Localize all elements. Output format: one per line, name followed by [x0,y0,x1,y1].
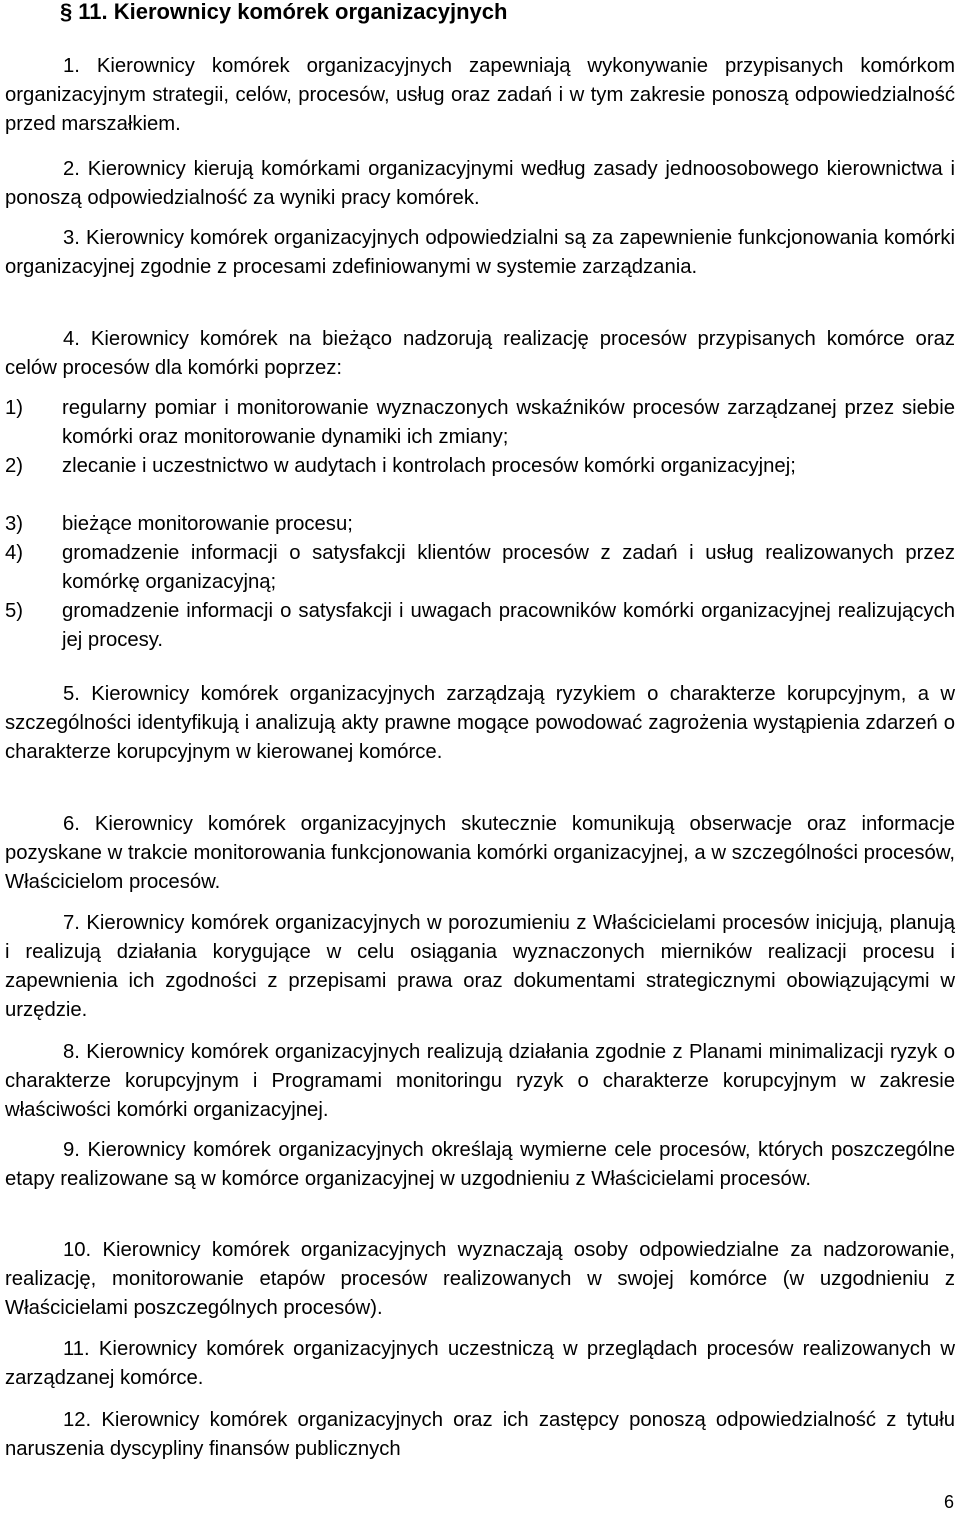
paragraph-9: 9. Kierownicy komórek organizacyjnych określają wymierne cele procesów, których poszczególne etapy realizowane są w komórce organizacyjnej w uzgodnieniu z Właścicielami procesów. [5,1139,955,1190]
page-number: 6 [943,1492,954,1512]
paragraph-10: 10. Kierownicy komórek organizacyjnych wyznaczają osoby odpowiedzialne za nadzorowanie, realizację, monitorowanie etapów procesów realizowanych w swojej komórce (w uzgodnieniu z Właścicielami poszczególnych procesów). [5,1239,955,1319]
list-item-4 [5,539,955,597]
list-item-number: 5) [5,600,24,622]
paragraph-11: 11. Kierownicy komórek organizacyjnych uczestniczą w przeglądach procesów realizowanych w zarządzanej komórce. [5,1338,955,1389]
section-heading [60,0,507,27]
list-item-number: 1) [5,397,24,419]
paragraph-2: 2. Kierownicy kierują komórkami organizacyjnymi według zasady jednoosobowego kierownictwa i ponoszą odpowiedzialność za wyniki pracy komórek. [5,158,955,209]
section-title: 11. Kierownicy komórek organizacyjnych [78,0,508,24]
paragraph-1: 1. Kierownicy komórek organizacyjnych zapewniają wykonywanie przypisanych komórkom organizacyjnym strategii, celów, procesów, usług oraz zadań i w tym zakresie ponoszą odpowiedzialność przed marszałkiem. [5,55,955,135]
list-item-text: regularny pomiar i monitorowanie wyznaczonych wskaźników procesów zarządzanej przez siebie komórki oraz monitorowanie dynamiki ich zmiany; [62,397,955,448]
list-item-text: bieżące monitorowanie procesu; [62,513,353,535]
list-item-number: 3) [5,513,24,535]
list-item-3 [5,510,955,539]
paragraph-12: 12. Kierownicy komórek organizacyjnych oraz ich zastępcy ponoszą odpowiedzialność z tytułu naruszenia dyscypliny finansów publicznych [5,1409,955,1460]
list-item-text: gromadzenie informacji o satysfakcji i uwagach pracowników komórki organizacyjnej realizujących jej procesy. [62,600,955,651]
list-item-text: zlecanie i uczestnictwo w audytach i kontrolach procesów komórki organizacyjnej; [62,455,796,477]
list-item-2 [5,452,955,481]
list-item-5 [5,597,955,655]
paragraph-7: 7. Kierownicy komórek organizacyjnych w porozumieniu z Właścicielami procesów inicjują, planują i realizują działania korygujące w celu osiągania wyznaczonych mierników realizacji procesu i zapewnienia ich zgodności z przepisami prawa oraz dokumentami strategicznymi obowiązującymi w urzędzie. [5,912,955,1021]
paragraph-5: 5. Kierownicy komórek organizacyjnych zarządzają ryzykiem o charakterze korupcyjnym, a w szczególności identyfikują i analizują akty prawne mogące powodować zagrożenia wystąpienia zdarzeń o charakterze korupcyjnym w kierowanej komórce. [5,683,955,763]
paragraph-4: 4. Kierownicy komórek na bieżąco nadzorują realizację procesów przypisanych komórce oraz celów procesów dla komórki poprzez: [5,328,955,379]
list-item-number: 4) [5,542,24,564]
list-item-text: gromadzenie informacji o satysfakcji klientów procesów z zadań i usług realizowanych przez komórkę organizacyjną; [62,542,955,593]
list-item-number: 2) [5,455,24,477]
list-item-1 [5,394,955,452]
section-mark: § [60,0,73,24]
paragraph-8: 8. Kierownicy komórek organizacyjnych realizują działania zgodnie z Planami minimalizacji ryzyk o charakterze korupcyjnym i Programami monitoringu ryzyk o charakterze korupcyjnym w zakresie właściwości komórki organizacyjnej. [5,1041,955,1121]
paragraph-6: 6. Kierownicy komórek organizacyjnych skutecznie komunikują obserwacje oraz informacje pozyskane w trakcie monitorowania funkcjonowania komórki organizacyjnej, a w szczególności procesów, Właścicielom procesów. [5,813,955,893]
paragraph-3: 3. Kierownicy komórek organizacyjnych odpowiedzialni są za zapewnienie funkcjonowania komórki organizacyjnej zgodnie z procesami zdefiniowanymi w systemie zarządzania. [5,227,955,278]
